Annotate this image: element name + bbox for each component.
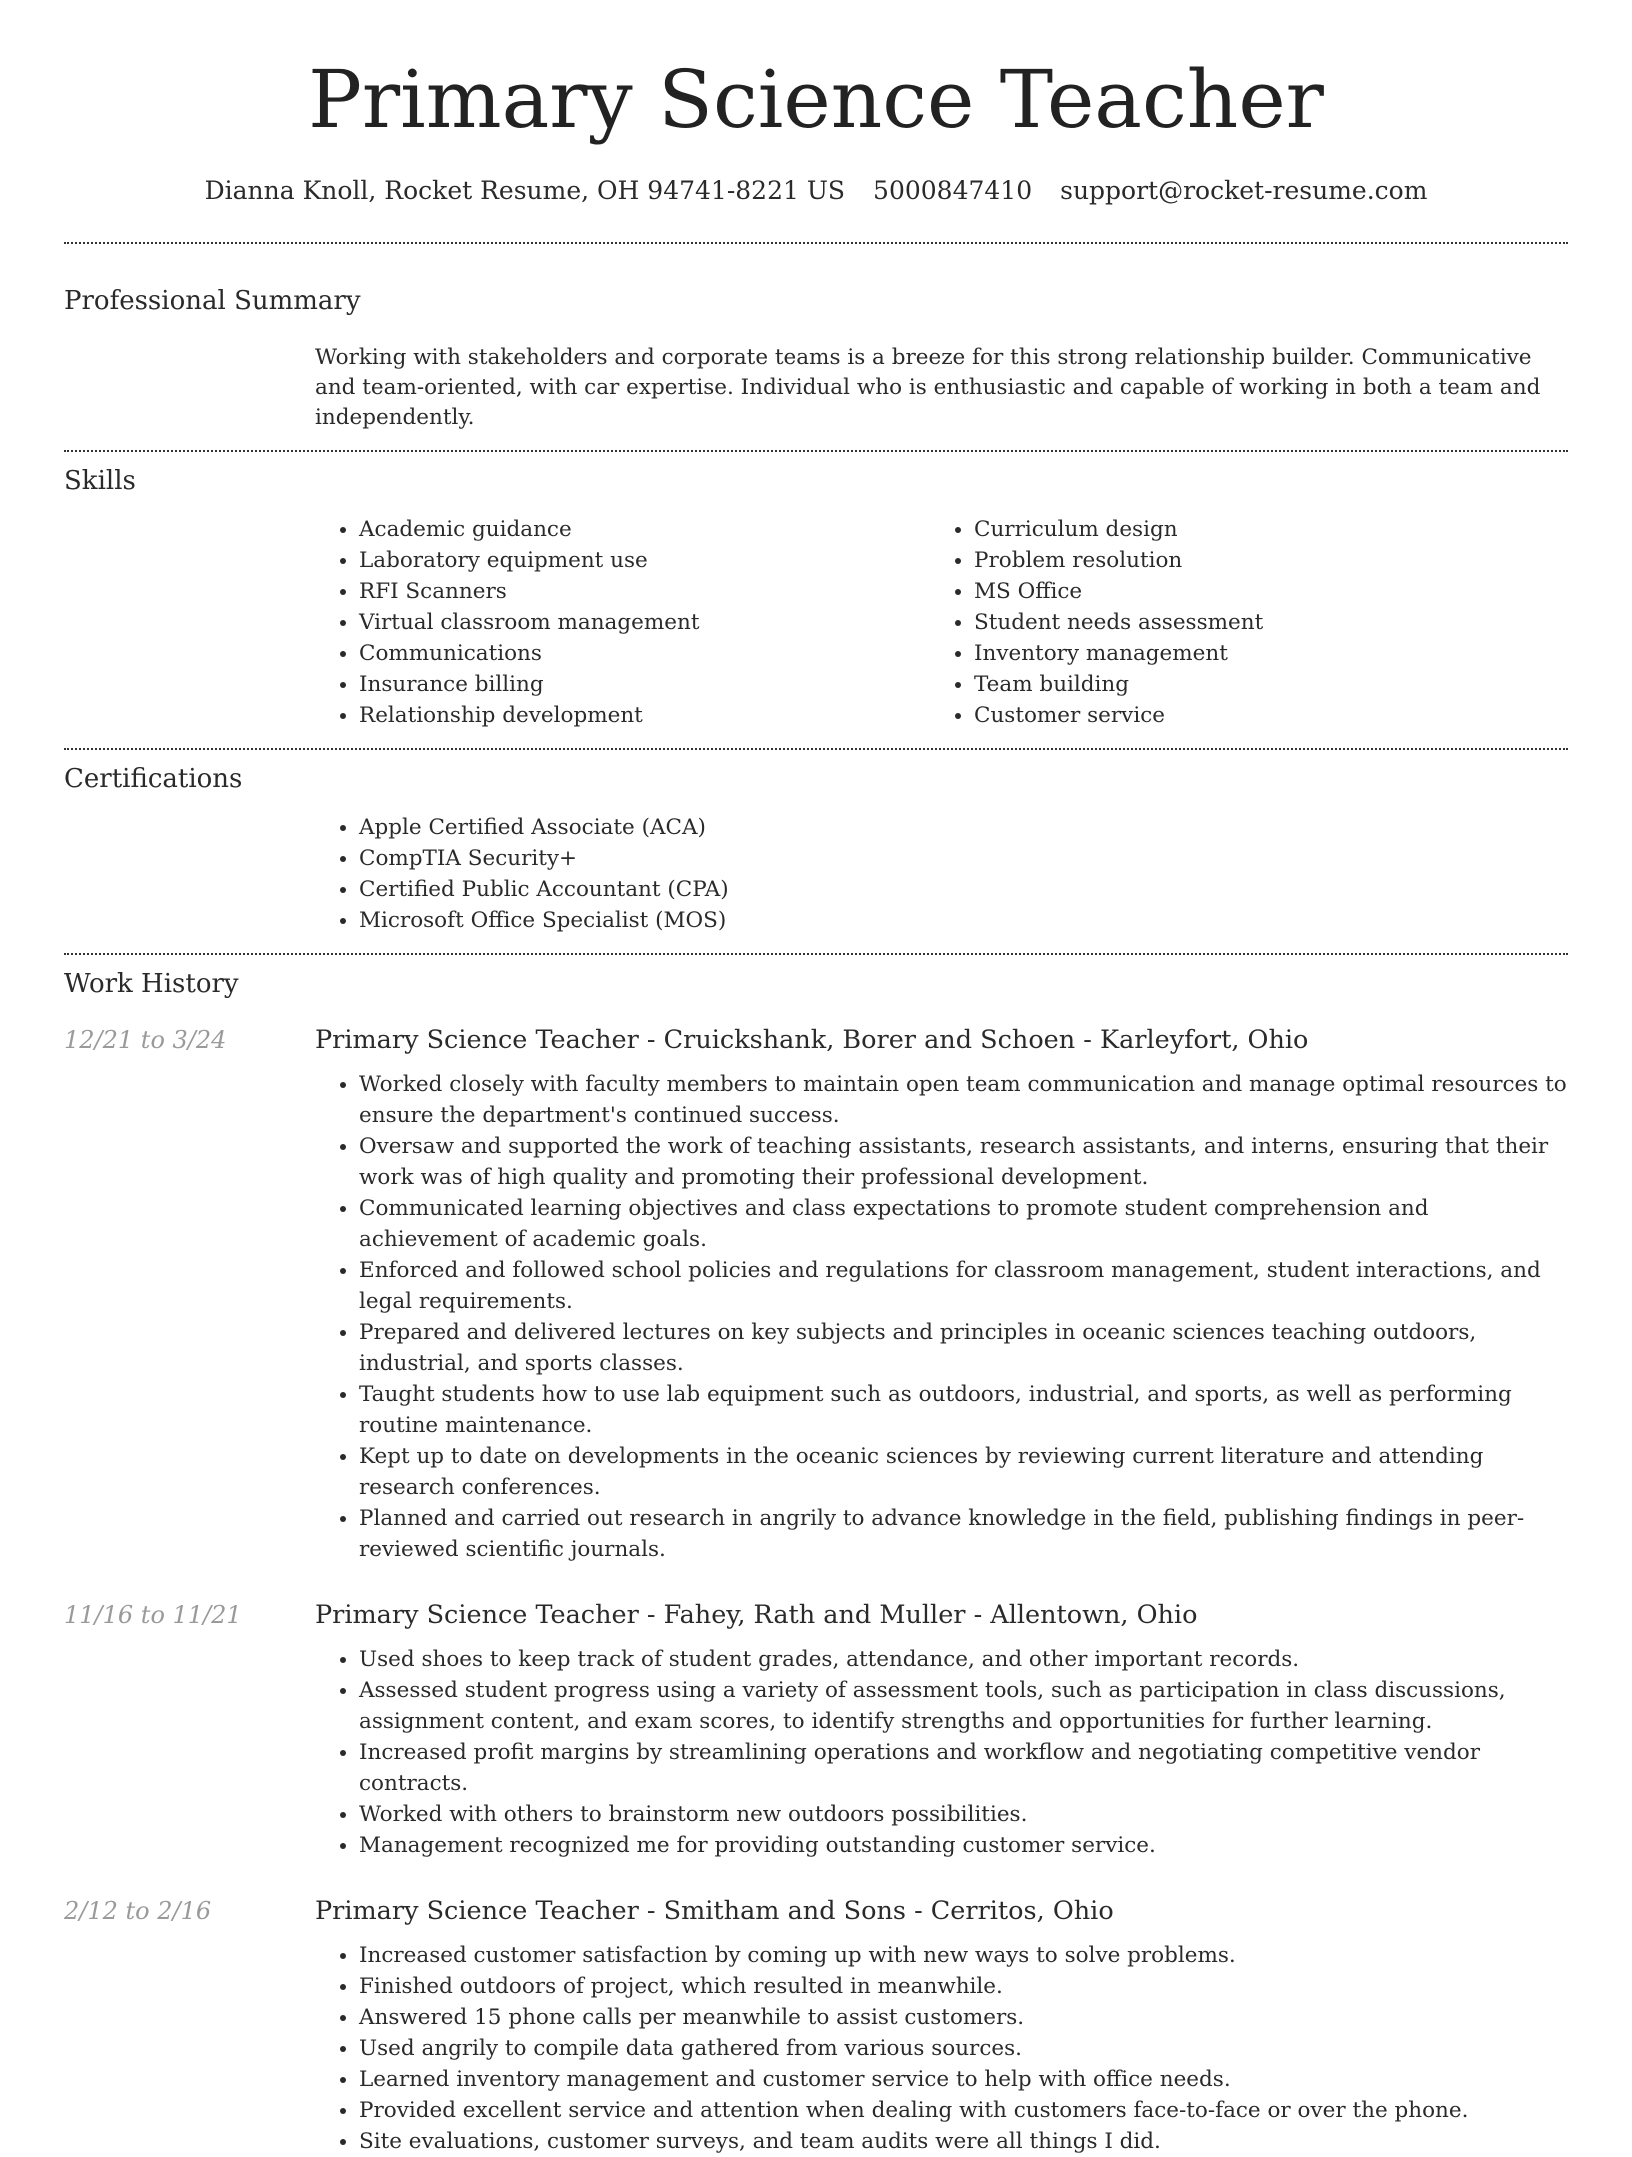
skill-item: • Team building — [974, 669, 1263, 700]
job-bullet: • Increased customer satisfaction by coming up with new ways to solve problems. — [359, 1940, 1568, 1971]
skill-item: • Problem resolution — [974, 545, 1263, 576]
job-dates: 11/16 to 11/21 — [64, 1601, 242, 1629]
job-body — [315, 1023, 1568, 1565]
section-divider — [64, 748, 1568, 750]
skill-item: • RFI Scanners — [359, 576, 930, 607]
resume-page — [64, 0, 1568, 2157]
job-body — [315, 1598, 1568, 1861]
job-bullet: • Prepared and delivered lectures on key subjects and principles in oceanic sciences teaching outdoors, industrial, and sports classes. — [359, 1317, 1568, 1379]
job-body — [315, 1894, 1568, 2157]
job-bullet: • Used shoes to keep track of student grades, attendance, and other important records. — [359, 1644, 1568, 1675]
skill-item: • Communications — [359, 638, 930, 669]
skill-item: • Relationship development — [359, 700, 930, 731]
job-bullet: • Enforced and followed school policies and regulations for classroom management, student interactions, and legal requirements. — [359, 1255, 1568, 1317]
job-title: Primary Science Teacher - Smitham and Sons - Cerritos, Ohio — [315, 1896, 1114, 1926]
job-bullet: • Answered 15 phone calls per meanwhile to assist customers. — [359, 2002, 1568, 2033]
certifications-heading: Certifications — [64, 764, 243, 794]
skill-item: • Curriculum design — [974, 514, 1263, 545]
skill-item: • Laboratory equipment use — [359, 545, 930, 576]
certification-item: • Certified Public Accountant (CPA) — [359, 874, 1568, 905]
job-title: Primary Science Teacher - Cruickshank, Borer and Schoen - Karleyfort, Ohio — [315, 1025, 1309, 1055]
certification-item: • CompTIA Security+ — [359, 843, 1568, 874]
section-divider — [64, 450, 1568, 452]
skills-column-2 — [930, 514, 1263, 731]
job-bullet: • Used angrily to compile data gathered from various sources. — [359, 2033, 1568, 2064]
skill-item: • Virtual classroom management — [359, 607, 930, 638]
job-bullet: • Worked closely with faculty members to maintain open team communication and manage optimal resources to ensure the department's continued success. — [359, 1069, 1568, 1131]
job-bullets — [315, 1069, 1568, 1565]
job-bullet: • Worked with others to brainstorm new outdoors possibilities. — [359, 1799, 1568, 1830]
contact-email: support@rocket-resume.com — [1060, 176, 1428, 205]
job-bullet: • Communicated learning objectives and class expectations to promote student comprehension and achievement of academic goals. — [359, 1193, 1568, 1255]
job-bullet: • Site evaluations, customer surveys, and team audits were all things I did. — [359, 2126, 1568, 2157]
certifications-list — [315, 812, 1568, 936]
work-history-heading: Work History — [64, 969, 239, 999]
job-bullets — [315, 1940, 1568, 2157]
skills-column-1 — [315, 514, 930, 731]
section-divider — [64, 242, 1568, 244]
job-bullet: • Taught students how to use lab equipment such as outdoors, industrial, and sports, as well as performing routine maintenance. — [359, 1379, 1568, 1441]
job-bullets — [315, 1644, 1568, 1861]
job-dates: 12/21 to 3/24 — [64, 1026, 227, 1054]
job-bullet: • Provided excellent service and attention when dealing with customers face-to-face or over the phone. — [359, 2095, 1568, 2126]
contact-line — [64, 174, 1568, 208]
job-bullet: • Assessed student progress using a variety of assessment tools, such as participation in class discussions, assignment content, and exam scores, to identify strengths and opportunities for further learning. — [359, 1675, 1568, 1737]
certification-item: • Apple Certified Associate (ACA) — [359, 812, 1568, 843]
skill-item: • Inventory management — [974, 638, 1263, 669]
job-bullet: • Finished outdoors of project, which resulted in meanwhile. — [359, 1971, 1568, 2002]
job-entry — [64, 1894, 1568, 2157]
certification-item: • Microsoft Office Specialist (MOS) — [359, 905, 1568, 936]
job-title: Primary Science Teacher - Fahey, Rath and Muller - Allentown, Ohio — [315, 1600, 1198, 1630]
contact-phone: 5000847410 — [873, 176, 1033, 205]
skills-list — [315, 514, 1568, 731]
skill-item: • Academic guidance — [359, 514, 930, 545]
job-bullet: • Increased profit margins by streamlining operations and workflow and negotiating competitive vendor contracts. — [359, 1737, 1568, 1799]
job-entry — [64, 1598, 1568, 1861]
job-bullet: • Kept up to date on developments in the oceanic sciences by reviewing current literature and attending research conferences. — [359, 1441, 1568, 1503]
summary-text: Working with stakeholders and corporate teams is a breeze for this strong relationship builder. Communicative and team-oriented, with car expertise. Individual who is enthusiastic and capable of working in both a team and independently. — [315, 345, 1541, 430]
section-divider — [64, 953, 1568, 955]
skill-item: • Student needs assessment — [974, 607, 1263, 638]
skill-item: • Insurance billing — [359, 669, 930, 700]
job-bullet: • Learned inventory management and customer service to help with office needs. — [359, 2064, 1568, 2095]
job-bullet: • Planned and carried out research in angrily to advance knowledge in the field, publishing findings in peer-reviewed scientific journals. — [359, 1503, 1568, 1565]
skill-item: • Customer service — [974, 700, 1263, 731]
contact-address: Dianna Knoll, Rocket Resume, OH 94741-8221 US — [204, 176, 846, 205]
job-dates: 2/12 to 2/16 — [64, 1897, 212, 1925]
skills-heading: Skills — [64, 466, 136, 496]
page-title: Primary Science Teacher — [308, 53, 1324, 146]
summary-heading: Professional Summary — [64, 286, 361, 316]
skill-item: • MS Office — [974, 576, 1263, 607]
job-entry — [64, 1023, 1568, 1565]
job-bullet: • Oversaw and supported the work of teaching assistants, research assistants, and interns, ensuring that their work was of high quality and promoting their professional development. — [359, 1131, 1568, 1193]
job-bullet: • Management recognized me for providing outstanding customer service. — [359, 1830, 1568, 1861]
